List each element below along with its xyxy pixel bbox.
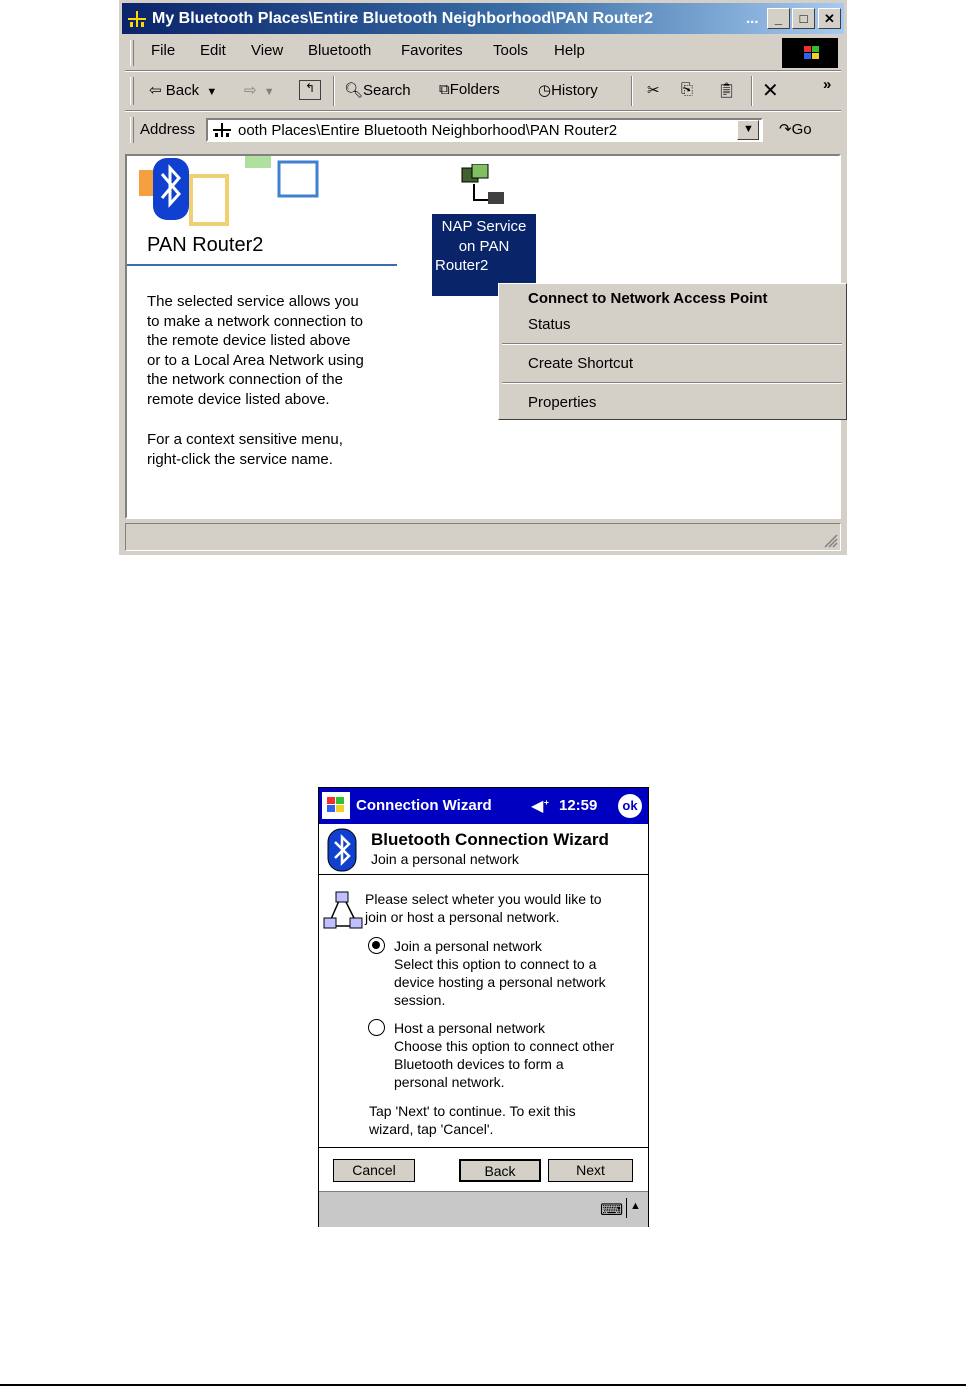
menu-item-status[interactable]: Status — [528, 316, 571, 333]
search-label: Search — [363, 82, 411, 99]
chevron-down-icon: ▼ — [743, 123, 754, 135]
go-label: Go — [791, 121, 812, 138]
host-network-radio[interactable] — [368, 1019, 385, 1036]
menubar-grip[interactable] — [130, 40, 134, 66]
search-button[interactable] — [344, 81, 411, 99]
back-button[interactable] — [149, 81, 217, 99]
footer-line: wizard, tap 'Cancel'. — [369, 1121, 494, 1137]
go-arrow-icon: ↷ — [779, 121, 792, 138]
host-network-option[interactable] — [394, 1019, 614, 1091]
footer-text — [369, 1102, 576, 1138]
back-arrow-icon: ⇦ — [149, 82, 162, 99]
address-dropdown-button[interactable] — [737, 120, 759, 140]
toolbar-overflow[interactable]: » — [823, 76, 832, 93]
wizard-subtitle: Join a personal network — [371, 851, 519, 867]
option-desc-line: personal network. — [394, 1074, 505, 1090]
folders-icon: ⧉ — [439, 81, 450, 98]
description-line: the network connection of the — [147, 371, 343, 389]
intro-text — [365, 890, 602, 926]
next-button[interactable]: Next — [548, 1159, 633, 1182]
header-divider — [319, 874, 648, 875]
button-divider — [319, 1147, 648, 1148]
option-desc-line: device hosting a personal network — [394, 974, 606, 990]
navigation-bar — [319, 788, 648, 824]
windows-logo-icon — [782, 38, 838, 68]
toolbar-grip[interactable] — [130, 77, 134, 105]
paste-icon[interactable]: 📋︎ — [717, 82, 737, 99]
context-menu — [498, 283, 847, 420]
toolbar-divider — [125, 110, 841, 112]
option-desc-line: Bluetooth devices to form a — [394, 1056, 564, 1072]
intro-line: Please select wheter you would like to — [365, 891, 602, 907]
option-label: Host a personal network — [394, 1020, 545, 1036]
explorer-window — [119, 0, 847, 555]
back-button[interactable]: Back — [459, 1159, 541, 1182]
status-bar — [125, 523, 841, 551]
description-line: to make a network connection to — [147, 312, 363, 330]
minimize-button[interactable]: _ — [767, 8, 790, 29]
close-button[interactable]: ✕ — [818, 8, 841, 29]
toolbar-separator — [631, 76, 633, 106]
keyboard-icon[interactable]: ⌨ — [600, 1202, 624, 1219]
toolbar-separator — [333, 76, 335, 106]
panel-heading: PAN Router2 — [147, 234, 264, 256]
panel-description — [147, 292, 364, 410]
hint-line: For a context sensitive menu, — [147, 431, 343, 448]
window-title: My Bluetooth Places\Entire Bluetooth Neighborhood\PAN Router2 — [152, 10, 654, 27]
heading-rule — [127, 264, 397, 266]
intro-line: join or host a personal network. — [365, 909, 560, 925]
speaker-icon[interactable]: ◀︎ᐩ — [531, 798, 550, 815]
bluetooth-places-icon — [212, 122, 232, 138]
cancel-button[interactable]: Cancel — [333, 1159, 415, 1182]
menu-file[interactable]: File — [151, 42, 176, 59]
description-line: The selected service allows you — [147, 293, 359, 310]
page-rule — [0, 1384, 966, 1386]
menu-item-connect[interactable]: Connect to Network Access Point — [528, 290, 768, 307]
toolbar-separator — [751, 76, 753, 106]
join-network-option[interactable] — [394, 937, 606, 1009]
menu-favorites[interactable]: Favorites — [401, 42, 463, 59]
history-button[interactable] — [538, 81, 598, 99]
pocketpc-screen — [318, 787, 649, 1227]
sip-divider — [626, 1198, 627, 1218]
folders-button[interactable] — [439, 81, 500, 98]
menu-view[interactable]: View — [251, 42, 284, 59]
title-overflow: ... — [746, 10, 759, 27]
go-button[interactable] — [779, 120, 812, 138]
forward-arrow-icon: ⇨ — [244, 82, 257, 99]
panel-hint — [147, 430, 343, 469]
hint-line: right-click the service name. — [147, 450, 333, 468]
app-title[interactable]: Connection Wizard — [356, 797, 492, 814]
copy-icon[interactable]: ⎘ — [681, 81, 694, 98]
clock[interactable]: 12:59 — [559, 797, 598, 814]
description-line: remote device listed above. — [147, 390, 330, 408]
option-desc-line: Choose this option to connect other — [394, 1038, 615, 1054]
ok-button[interactable]: ok — [618, 794, 642, 818]
forward-dropdown-icon[interactable]: ▼ — [260, 86, 275, 98]
up-folder-icon[interactable]: ↰ — [299, 80, 321, 100]
back-label: Back — [165, 82, 200, 99]
option-desc-line: session. — [394, 992, 446, 1008]
address-input[interactable] — [206, 118, 763, 142]
menu-separator — [502, 343, 842, 345]
folders-label: Folders — [449, 81, 500, 98]
option-desc-line: Select this option to connect to a — [394, 956, 597, 972]
description-line: the remote device listed above — [147, 332, 351, 350]
menu-divider — [125, 70, 841, 72]
command-bar — [319, 1191, 648, 1227]
menu-separator — [502, 382, 842, 384]
radio-dot — [372, 941, 380, 949]
description-line: or to a Local Area Network using — [147, 351, 364, 369]
service-label-line: on PAN — [458, 237, 510, 255]
network-service-icon — [458, 164, 508, 212]
addressbar-grip[interactable] — [130, 117, 134, 143]
menu-tools[interactable]: Tools — [493, 42, 529, 59]
title-bar[interactable] — [122, 3, 844, 34]
menu-item-properties[interactable]: Properties — [528, 394, 597, 411]
delete-icon[interactable]: ✕ — [762, 80, 779, 102]
join-network-radio[interactable] — [368, 937, 385, 954]
menu-edit[interactable]: Edit — [200, 42, 226, 59]
option-label: Join a personal network — [394, 938, 542, 954]
menu-bluetooth[interactable]: Bluetooth — [308, 42, 372, 59]
menu-help[interactable]: Help — [554, 42, 585, 59]
footer-line: Tap 'Next' to continue. To exit this — [369, 1103, 576, 1119]
bluetooth-icon — [327, 828, 357, 872]
start-flag-icon[interactable] — [322, 792, 350, 819]
bluetooth-banner-graphic — [129, 156, 329, 228]
history-label: History — [551, 82, 598, 99]
history-icon: ◷ — [538, 82, 552, 99]
address-label: Address — [140, 121, 196, 138]
bluetooth-places-icon — [126, 10, 148, 28]
personal-network-icon — [322, 890, 364, 934]
nap-service-item[interactable] — [432, 160, 536, 296]
resize-grip-icon[interactable] — [822, 532, 838, 548]
forward-button[interactable] — [244, 81, 275, 99]
sip-arrow-icon[interactable]: ▲ — [630, 1200, 641, 1212]
maximize-button[interactable]: □ — [792, 8, 815, 29]
wizard-title: Bluetooth Connection Wizard — [371, 830, 609, 849]
address-value: ooth Places\Entire Bluetooth Neighborhood\PAN Router2 — [238, 122, 618, 139]
service-label-line: Router2 — [435, 257, 489, 274]
cut-icon[interactable]: ✂ — [647, 82, 660, 99]
search-icon: 🔍︎ — [344, 82, 364, 99]
back-dropdown-icon[interactable]: ▼ — [203, 86, 218, 98]
menu-item-create-shortcut[interactable]: Create Shortcut — [528, 355, 634, 372]
service-label-line: NAP Service — [441, 218, 527, 235]
